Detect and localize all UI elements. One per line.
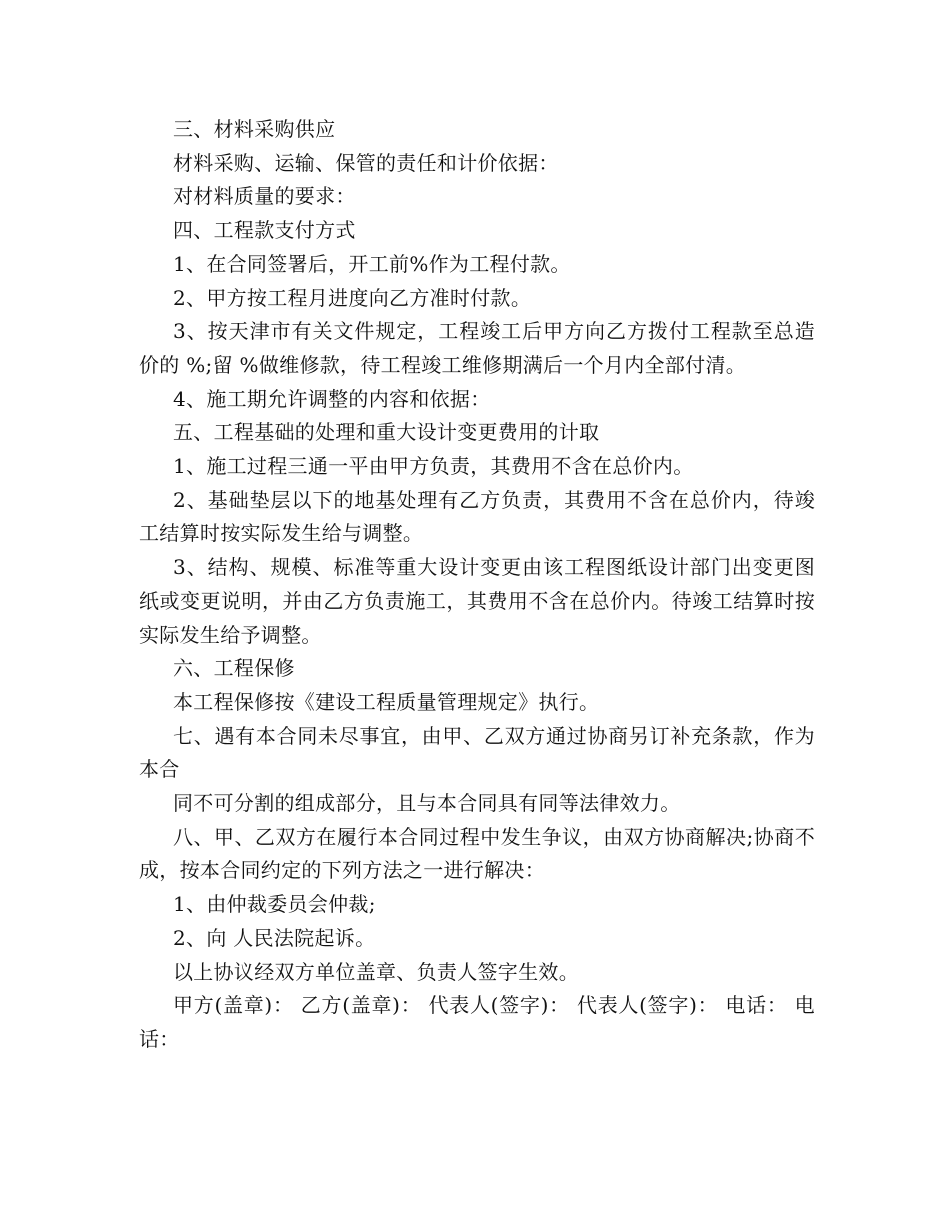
clause-payment-3: 3、按天津市有关文件规定，工程竣工后甲方向乙方拨付工程款至总造价的 %;留 %做维修款，待工程竣工维修期满后一个月内全部付清。 <box>139 319 815 377</box>
clause-payment-4: 4、施工期允许调整的内容和依据： <box>173 386 491 411</box>
clause-foundation-2: 2、基础垫层以下的地基处理有乙方负责，其费用不含在总价内，待竣工结算时按实际发生给与调整。 <box>139 487 815 546</box>
clause-dispute: 八、甲、乙双方在履行本合同过程中发生争议，由双方协商解决;协商不成，按本合同约定的下列方法之一进行解决： <box>139 824 815 883</box>
paragraph-effectiveness: 以上协议经双方单位盖章、负责人签字生效。 <box>173 959 579 984</box>
signature-block: 甲方(盖章)： 乙方(盖章)： 代表人(签字)： 代表人(签字)： 电话： 电话： <box>139 993 815 1051</box>
document-body <box>139 113 815 1057</box>
clause-payment-2: 2、甲方按工程月进度向乙方准时付款。 <box>173 285 532 310</box>
paragraph-warranty: 本工程保修按《建设工程质量管理规定》执行。 <box>173 689 600 714</box>
clause-payment-1: 1、在合同签署后，开工前%作为工程付款。 <box>173 251 571 276</box>
clause-dispute-arbitration: 1、由仲裁委员会仲裁; <box>173 892 376 917</box>
clause-supplementary-continued: 同不可分割的组成部分，且与本合同具有同等法律效力。 <box>173 791 681 816</box>
heading-material-procurement: 三、材料采购供应 <box>173 117 336 141</box>
paragraph-material-responsibility: 材料采购、运输、保管的责任和计价依据： <box>173 150 559 175</box>
clause-foundation-1: 1、施工过程三通一平由甲方负责，其费用不含在总价内。 <box>173 454 694 479</box>
heading-payment-method: 四、工程款支付方式 <box>173 218 356 243</box>
clause-foundation-3: 3、结构、规模、标准等重大设计变更由该工程图纸设计部门出变更图纸或变更说明，并由乙方负责施工，其费用不含在总价内。待竣工结算时按实际发生给予调整。 <box>139 555 815 647</box>
paragraph-material-quality: 对材料质量的要求： <box>173 184 356 209</box>
heading-foundation-design-change: 五、工程基础的处理和重大设计变更费用的计取 <box>173 420 600 445</box>
clause-dispute-court: 2、向 人民法院起诉。 <box>173 925 376 950</box>
clause-supplementary: 七、遇有本合同未尽事宜，由甲、乙双方通过协商另订补充条款，作为本合 <box>139 723 815 782</box>
heading-warranty: 六、工程保修 <box>173 656 295 681</box>
